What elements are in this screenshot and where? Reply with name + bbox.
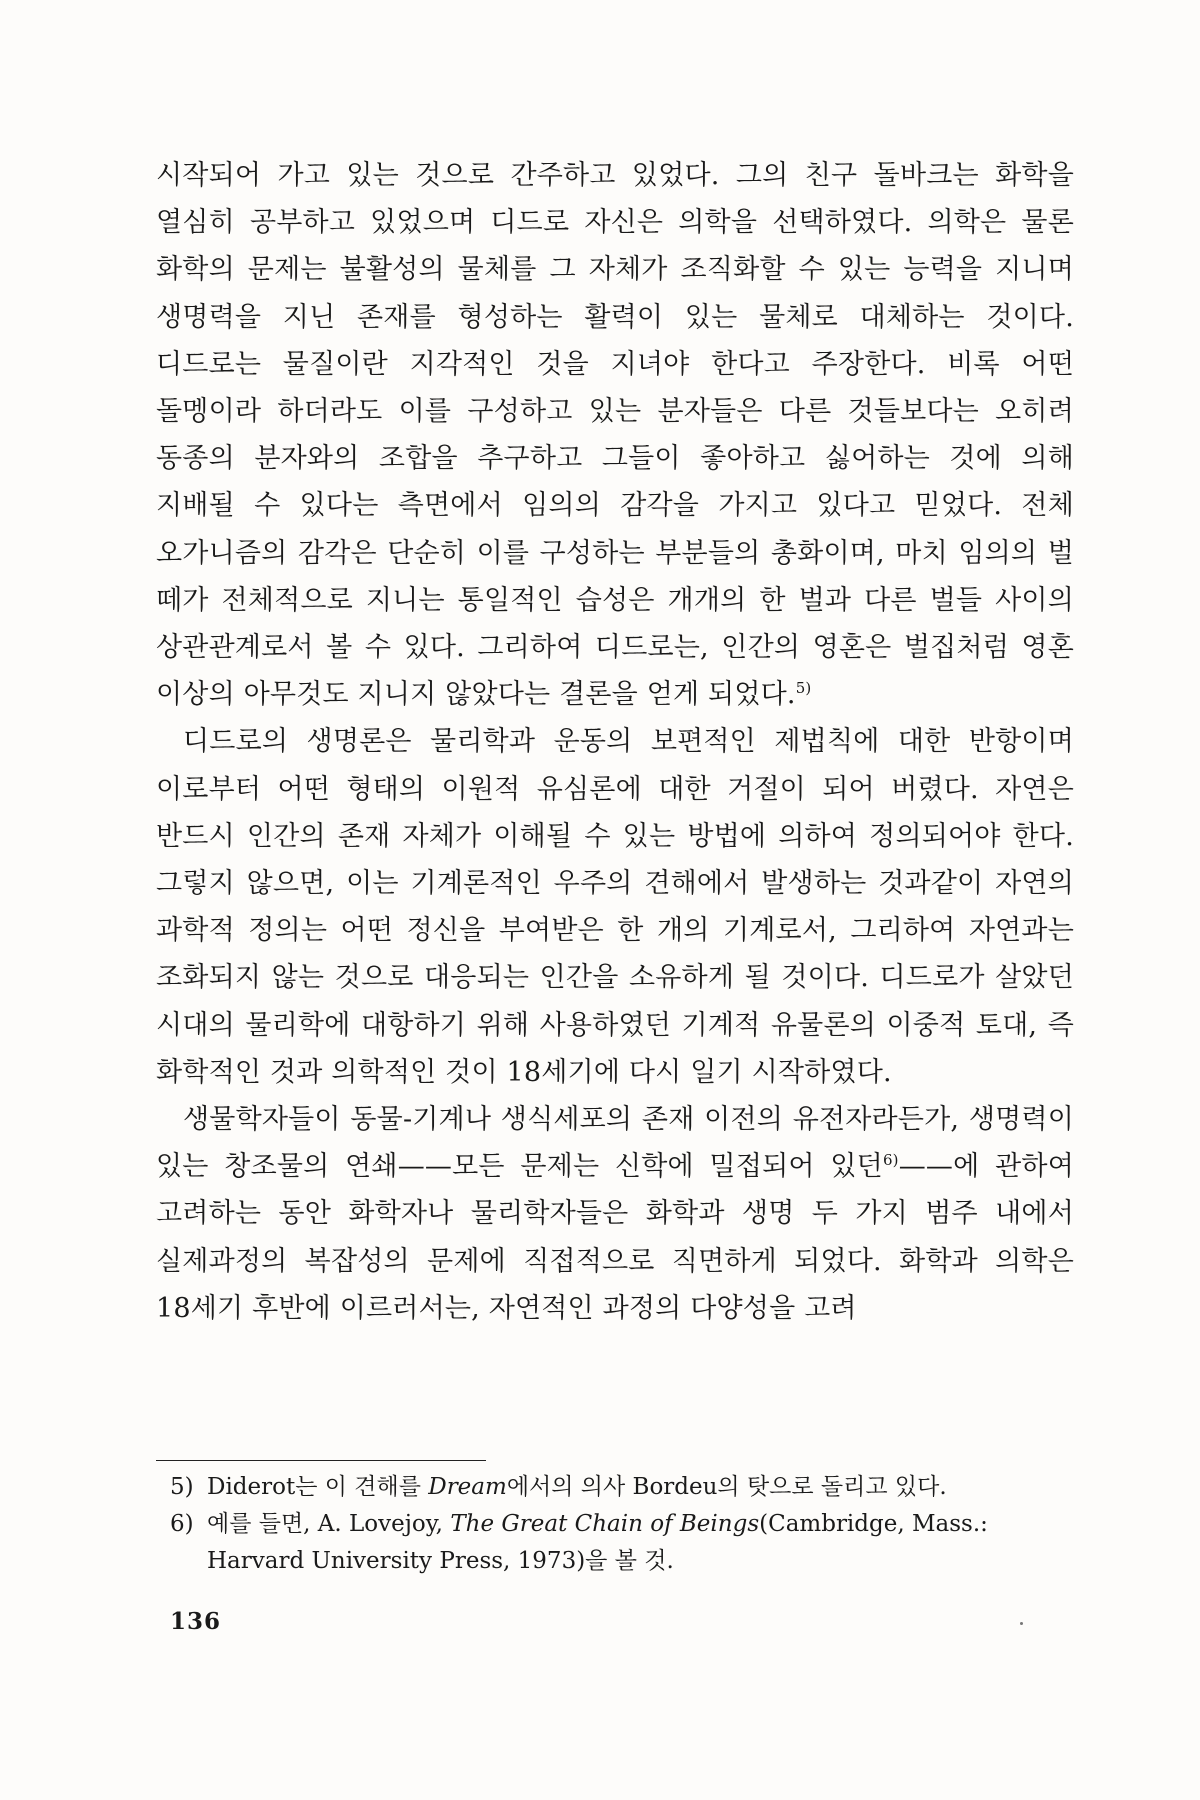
footnote-title: The Great Chain of Beings <box>450 1511 760 1537</box>
paragraph-3 <box>156 1096 1074 1332</box>
page-number: 136 <box>170 1608 222 1635</box>
footnote-title: Dream <box>428 1474 507 1500</box>
footnote-ref-6[interactable]: 6) <box>882 1151 899 1170</box>
paragraph-1 <box>156 152 1074 718</box>
footnote-6 <box>170 1506 1074 1580</box>
paragraph-2 <box>156 718 1074 1096</box>
paragraph-3-text-start: 생물학자들이 동물-기계나 생식세포의 존재 이전의 유전자라든가, 생명력이 있는 창조물의 연쇄——모든 문제는 신학에 밀접되어 있던 <box>156 1104 1074 1183</box>
footnote-text: 에서의 의사 Bordeu의 탓으로 돌리고 있다. <box>506 1474 947 1500</box>
footnote-ref-5[interactable]: 5) <box>795 679 812 698</box>
paragraph-1-text: 시작되어 가고 있는 것으로 간주하고 있었다. 그의 친구 돌바크는 화학을 열심히 공부하고 있었으며 디드로 자신은 의학을 선택하였다. 의학은 물론 화학의 문제는 불활성의 물체를 그 자체가 조직화할 수 있는 능력을 지니며 생명력을 지닌 존재를 형성하는 활력이 있는 물체로 대체하는 것이다. 디드로는 물질이란 지각적인 것을 지녀야 한다고 주장한다. 비록 어떤 돌멩이라 하더라도 이를 구성하고 있는 분자들은 다른 것들보다는 오히려 동종의 분자와의 조합을 추구하고 그들이 좋아하고 싫어하는 것에 의해 지배될 수 있다는 측면에서 임의의 감각을 가지고 있다고 믿었다. 전체 오가니즘의 감각은 단순히 이를 구성하는 부분들의 총화이며, 마치 임의의 벌 떼가 전체적으로 지니는 통일적인 습성은 개개의 한 벌과 다른 벌들 사이의 상관관계로서 볼 수 있다. 그리하여 디드로는, 인간의 영혼은 벌집처럼 영혼 이상의 아무것도 지니지 않았다는 결론을 얻게 되었다. <box>156 160 1074 711</box>
footnote-number: 5) <box>170 1474 194 1500</box>
paragraph-2-text: 디드로의 생명론은 물리학과 운동의 보편적인 제법칙에 대한 반항이며 이로부터 어떤 형태의 이원적 유심론에 대한 거절이 되어 버렸다. 자연은 반드시 인간의 존재 자체가 이해될 수 있는 방법에 의하여 정의되어야 한다. 그렇지 않으면, 이는 기계론적인 우주의 견해에서 발생하는 것과같이 자연의 과학적 정의는 어떤 정신을 부여받은 한 개의 기계로서, 그리하여 자연과는 조화되지 않는 것으로 대응되는 인간을 소유하게 될 것이다. 디드로가 살았던 시대의 물리학에 대항하기 위해 사용하였던 기계적 유물론의 이중적 토대, 즉 화학적인 것과 의학적인 것이 18세기에 다시 일기 시작하였다. <box>156 726 1074 1088</box>
footnote-number: 6) <box>170 1511 194 1537</box>
footnote-5 <box>170 1469 1074 1506</box>
footnote-text: (Cambridge, Mass.: Harvard University Press, 1973)을 볼 것. <box>207 1511 988 1574</box>
footnote-text: 예를 들면, A. Lovejoy, <box>207 1511 451 1537</box>
footnote-text: Diderot는 이 견해를 <box>207 1474 429 1500</box>
footnote-divider <box>156 1460 486 1461</box>
scan-speck <box>1020 1622 1023 1625</box>
paragraph-3-text-end: ——에 관하여 고려하는 동안 화학자나 물리학자들은 화학과 생명 두 가지 범주 내에서 실제과정의 복잡성의 문제에 직접적으로 직면하게 되었다. 화학과 의학은 18세기 후반에 이르러서는, 자연적인 과정의 다양성을 고려 <box>156 1151 1074 1324</box>
body-text <box>156 152 1074 1332</box>
footnotes <box>170 1469 1074 1580</box>
